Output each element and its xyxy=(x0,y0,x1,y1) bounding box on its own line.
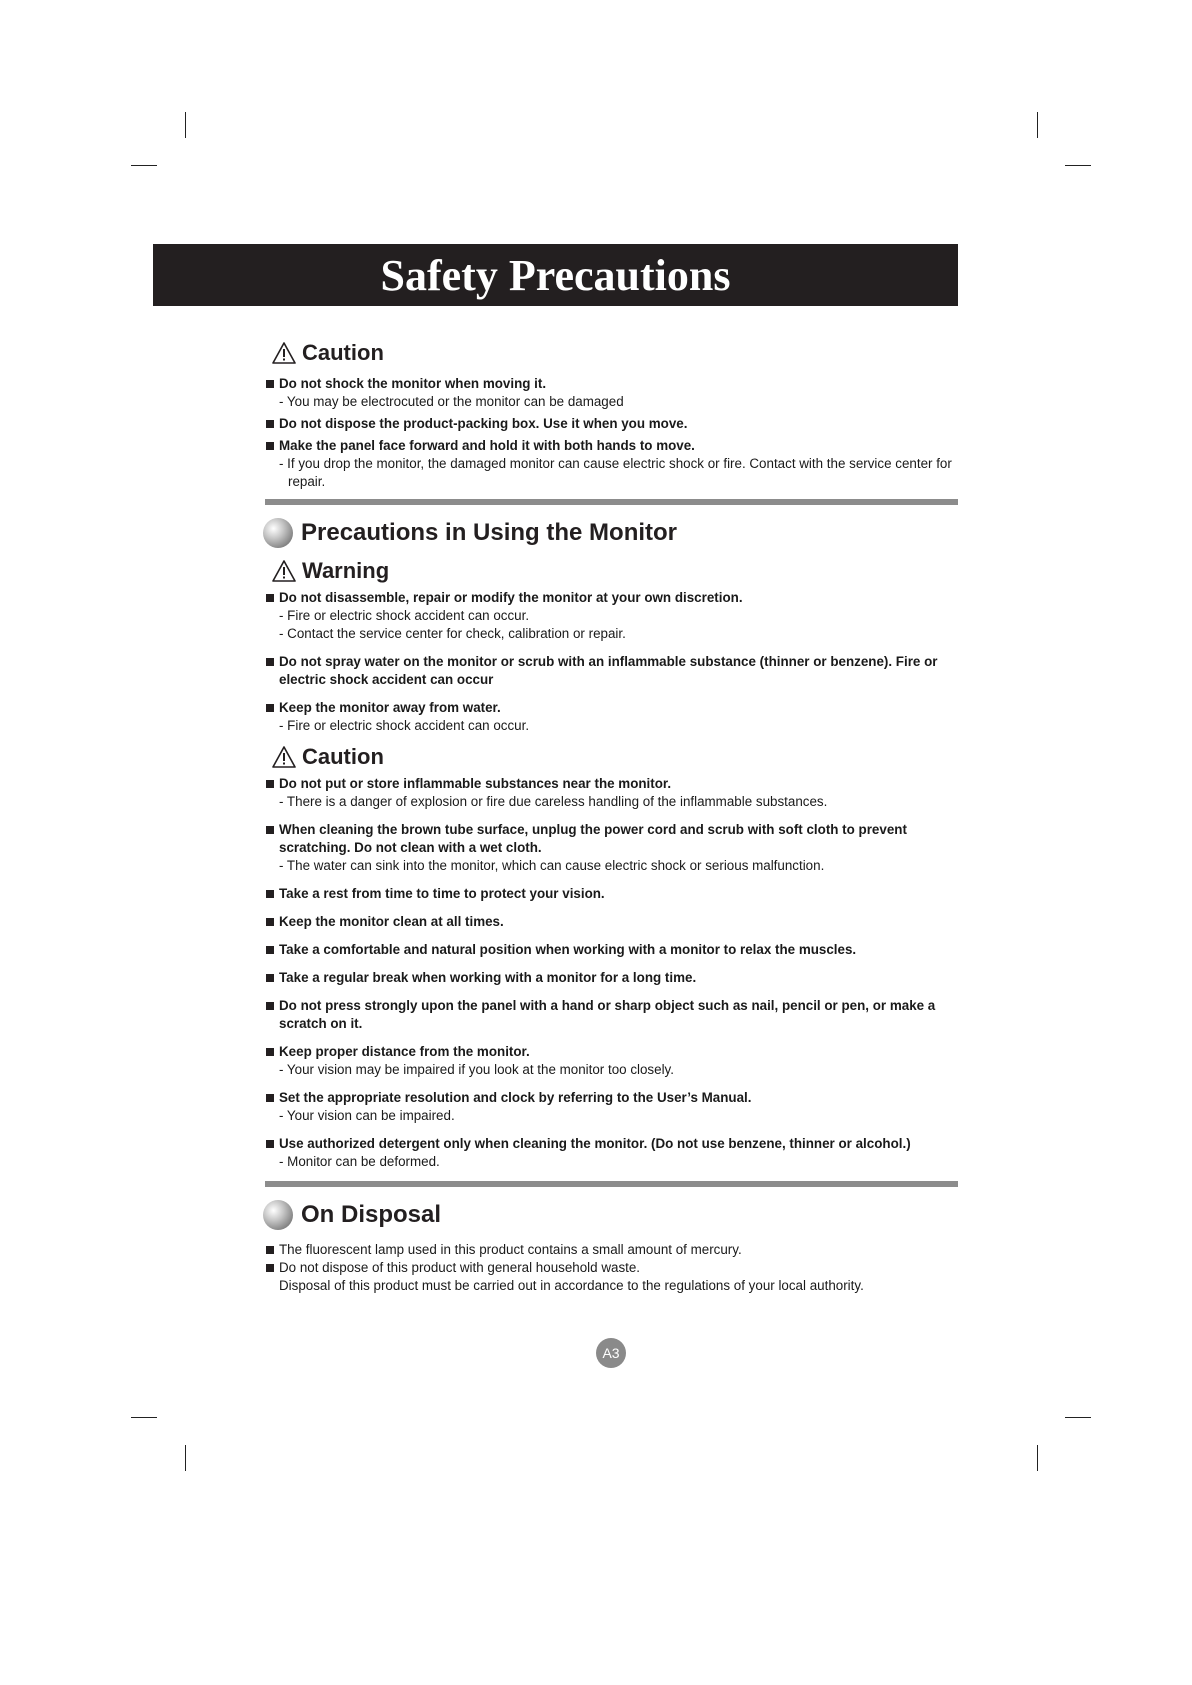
list-item: Take a regular break when working with a monitor for a long time. xyxy=(263,969,958,987)
square-bullet-icon xyxy=(266,1002,274,1010)
square-bullet-icon xyxy=(266,420,274,428)
list-item: Do not dispose of this product with general household waste. Disposal of this product must be carried out in accordance to the regulations of your local authority. xyxy=(263,1259,958,1295)
warning-triangle-icon xyxy=(272,745,296,769)
crop-mark xyxy=(131,1417,157,1418)
crop-mark xyxy=(131,165,157,166)
square-bullet-icon xyxy=(266,780,274,788)
square-bullet-icon xyxy=(266,442,274,450)
crop-mark xyxy=(185,112,186,138)
warning-triangle-icon xyxy=(272,341,296,365)
square-bullet-icon xyxy=(266,918,274,926)
square-bullet-icon xyxy=(266,826,274,834)
crop-mark xyxy=(1065,1417,1091,1418)
warning-heading: Warning xyxy=(272,553,958,589)
square-bullet-icon xyxy=(266,380,274,388)
square-bullet-icon xyxy=(266,974,274,982)
section-heading: Precautions in Using the Monitor xyxy=(263,513,958,553)
square-bullet-icon xyxy=(266,594,274,602)
crop-mark xyxy=(1037,112,1038,138)
warning-triangle-icon xyxy=(272,559,296,583)
list-item: Do not shock the monitor when moving it. - You may be electrocuted or the monitor can be damaged xyxy=(263,375,958,411)
list-item: Keep the monitor away from water. - Fire or electric shock accident can occur. xyxy=(263,699,958,735)
list-item: Use authorized detergent only when cleaning the monitor. (Do not use benzene, thinner or alcohol.) - Monitor can be deformed. xyxy=(263,1135,958,1171)
title-bar xyxy=(153,244,958,306)
list-item: Do not put or store inflammable substances near the monitor. - There is a danger of explosion or fire due careless handling of the inflammable substances. xyxy=(263,775,958,811)
list-item: Keep proper distance from the monitor. - Your vision may be impaired if you look at the monitor too closely. xyxy=(263,1043,958,1079)
list-item: Take a comfortable and natural position when working with a monitor to relax the muscles. xyxy=(263,941,958,959)
section-heading: On Disposal xyxy=(263,1195,958,1235)
square-bullet-icon xyxy=(266,890,274,898)
sphere-bullet-icon xyxy=(263,1200,293,1230)
square-bullet-icon xyxy=(266,1246,274,1254)
list-item: Do not dispose the product-packing box. Use it when you move. xyxy=(263,415,958,433)
square-bullet-icon xyxy=(266,1140,274,1148)
list-item: Make the panel face forward and hold it with both hands to move. - If you drop the monitor, the damaged monitor can cause electric shock or fire. Contact with the service center for repair. xyxy=(263,437,958,491)
sphere-bullet-icon xyxy=(263,518,293,548)
square-bullet-icon xyxy=(266,704,274,712)
square-bullet-icon xyxy=(266,1094,274,1102)
list-item: Do not press strongly upon the panel with a hand or sharp object such as nail, pencil or pen, or make a scratch on it. xyxy=(263,997,958,1033)
square-bullet-icon xyxy=(266,658,274,666)
list-item: Do not disassemble, repair or modify the monitor at your own discretion. - Fire or electric shock accident can occur. - Contact the service center for check, calibration or repair. xyxy=(263,589,958,643)
list-item: Take a rest from time to time to protect your vision. xyxy=(263,885,958,903)
page-title: Safety Precautions xyxy=(380,250,731,300)
list-item: When cleaning the brown tube surface, unplug the power cord and scrub with soft cloth to prevent scratching. Do not clean with a wet cloth. - The water can sink into the monitor, which can cause electric shock or serious malfunction. xyxy=(263,821,958,875)
square-bullet-icon xyxy=(266,946,274,954)
square-bullet-icon xyxy=(266,1048,274,1056)
list-item: Do not spray water on the monitor or scrub with an inflammable substance (thinner or benzene). Fire or electric shock accident can occur xyxy=(263,653,958,689)
square-bullet-icon xyxy=(266,1264,274,1272)
caution-heading: Caution xyxy=(272,335,958,371)
page-number-badge: A3 xyxy=(596,1338,626,1368)
list-item: Keep the monitor clean at all times. xyxy=(263,913,958,931)
list-item: Set the appropriate resolution and clock by referring to the User’s Manual. - Your vision can be impaired. xyxy=(263,1089,958,1125)
crop-mark xyxy=(1037,1445,1038,1471)
crop-mark xyxy=(185,1445,186,1471)
content xyxy=(263,335,958,1295)
caution-heading: Caution xyxy=(272,739,958,775)
crop-mark xyxy=(1065,165,1091,166)
list-item: The fluorescent lamp used in this product contains a small amount of mercury. xyxy=(263,1241,958,1259)
